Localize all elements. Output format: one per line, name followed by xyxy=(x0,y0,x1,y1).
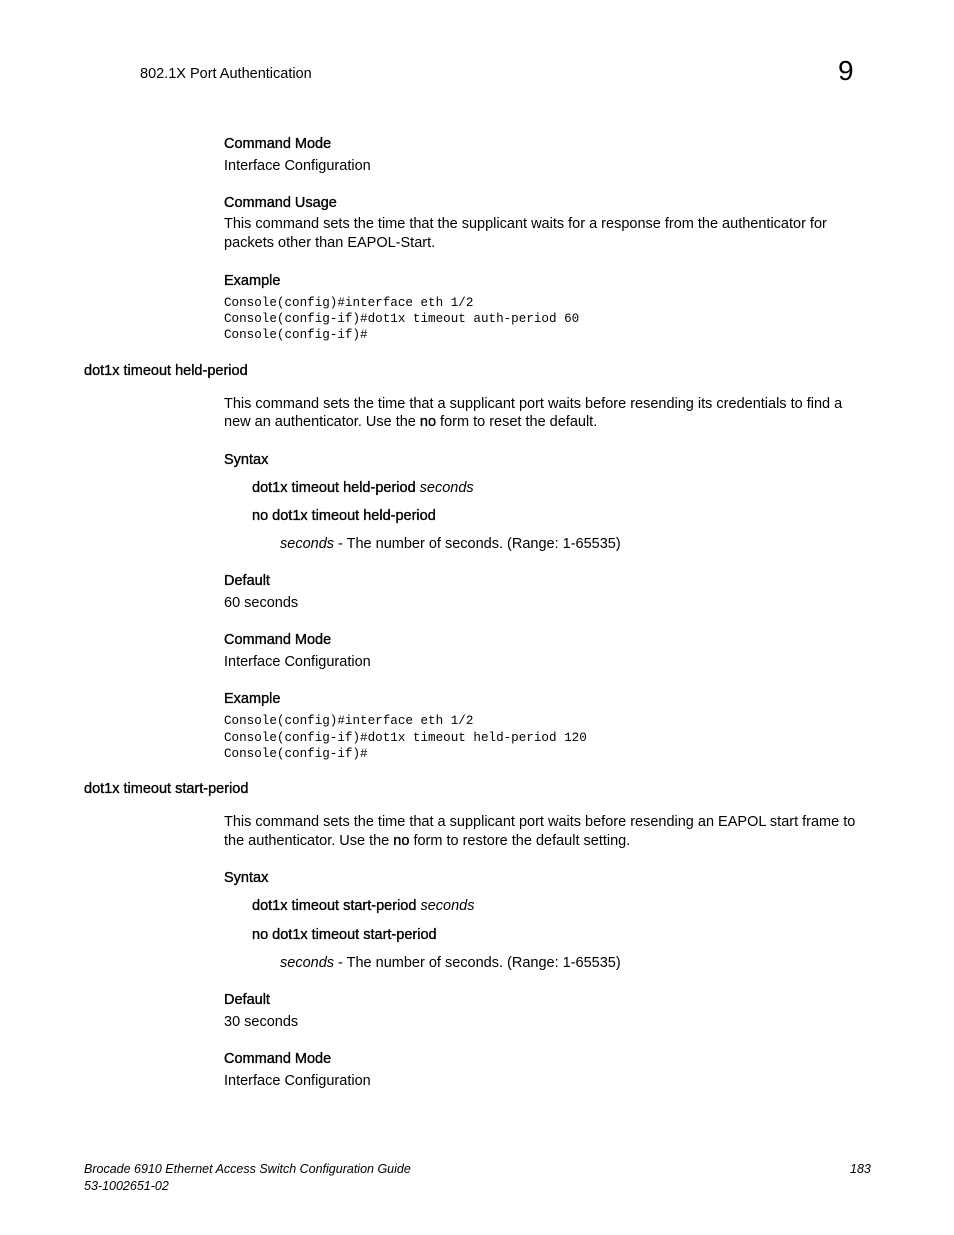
syntax-command: dot1x timeout start-period seconds xyxy=(252,898,475,914)
section-title-held-period: dot1x timeout held-period xyxy=(84,363,248,379)
code-line: Console(config-if)#dot1x timeout held-period 120 xyxy=(224,731,587,745)
parameter-description: seconds - The number of seconds. (Range: 1-65535) xyxy=(280,536,621,552)
description-line1: This command sets the time that a supplicant port waits before resending its credentials to find a xyxy=(224,396,843,412)
command-mode-heading: Command Mode xyxy=(224,1051,332,1067)
description-line2: the authenticator. Use the no form to restore the default setting. xyxy=(224,833,631,849)
code-line: Console(config-if)# xyxy=(224,747,368,761)
code-line: Console(config)#interface eth 1/2 xyxy=(224,296,474,310)
footer-doc-number: 53-1002651-02 xyxy=(84,1179,169,1193)
parameter-description: seconds - The number of seconds. (Range: 1-65535) xyxy=(280,955,621,971)
chapter-number: 9 xyxy=(838,55,854,86)
running-header: 802.1X Port Authentication xyxy=(140,66,312,82)
code-line: Console(config-if)# xyxy=(224,328,368,342)
description-line2: new an authenticator. Use the no form to reset the default. xyxy=(224,414,598,430)
syntax-no-command: no dot1x timeout start-period xyxy=(252,927,437,943)
footer-guide-title: Brocade 6910 Ethernet Access Switch Configuration Guide xyxy=(84,1162,411,1176)
default-heading: Default xyxy=(224,573,270,589)
default-value: 30 seconds xyxy=(224,1014,299,1030)
command-mode-value: Interface Configuration xyxy=(224,1073,371,1089)
code-line: Console(config-if)#dot1x timeout auth-period 60 xyxy=(224,312,580,326)
section-title-start-period: dot1x timeout start-period xyxy=(84,781,249,797)
default-value: 60 seconds xyxy=(224,595,299,611)
description-line1: This command sets the time that a supplicant port waits before resending an EAPOL start frame to xyxy=(224,814,856,830)
syntax-heading: Syntax xyxy=(224,452,269,468)
command-usage-heading: Command Usage xyxy=(224,195,337,211)
example-heading: Example xyxy=(224,273,281,289)
syntax-heading: Syntax xyxy=(224,870,269,886)
command-mode-value: Interface Configuration xyxy=(224,158,371,174)
command-usage-text-line2: packets other than EAPOL-Start. xyxy=(224,235,436,251)
syntax-no-command: no dot1x timeout held-period xyxy=(252,508,436,524)
command-mode-value: Interface Configuration xyxy=(224,654,371,670)
code-line: Console(config)#interface eth 1/2 xyxy=(224,714,474,728)
no-keyword: no xyxy=(393,833,410,849)
command-usage-text-line1: This command sets the time that the supplicant waits for a response from the authenticator for xyxy=(224,216,827,232)
no-keyword: no xyxy=(419,414,437,430)
command-mode-heading: Command Mode xyxy=(224,632,332,648)
command-mode-heading: Command Mode xyxy=(224,136,332,152)
syntax-command: dot1x timeout held-period seconds xyxy=(252,480,474,496)
example-heading: Example xyxy=(224,691,281,707)
footer-page-number: 183 xyxy=(850,1162,871,1176)
default-heading: Default xyxy=(224,992,270,1008)
